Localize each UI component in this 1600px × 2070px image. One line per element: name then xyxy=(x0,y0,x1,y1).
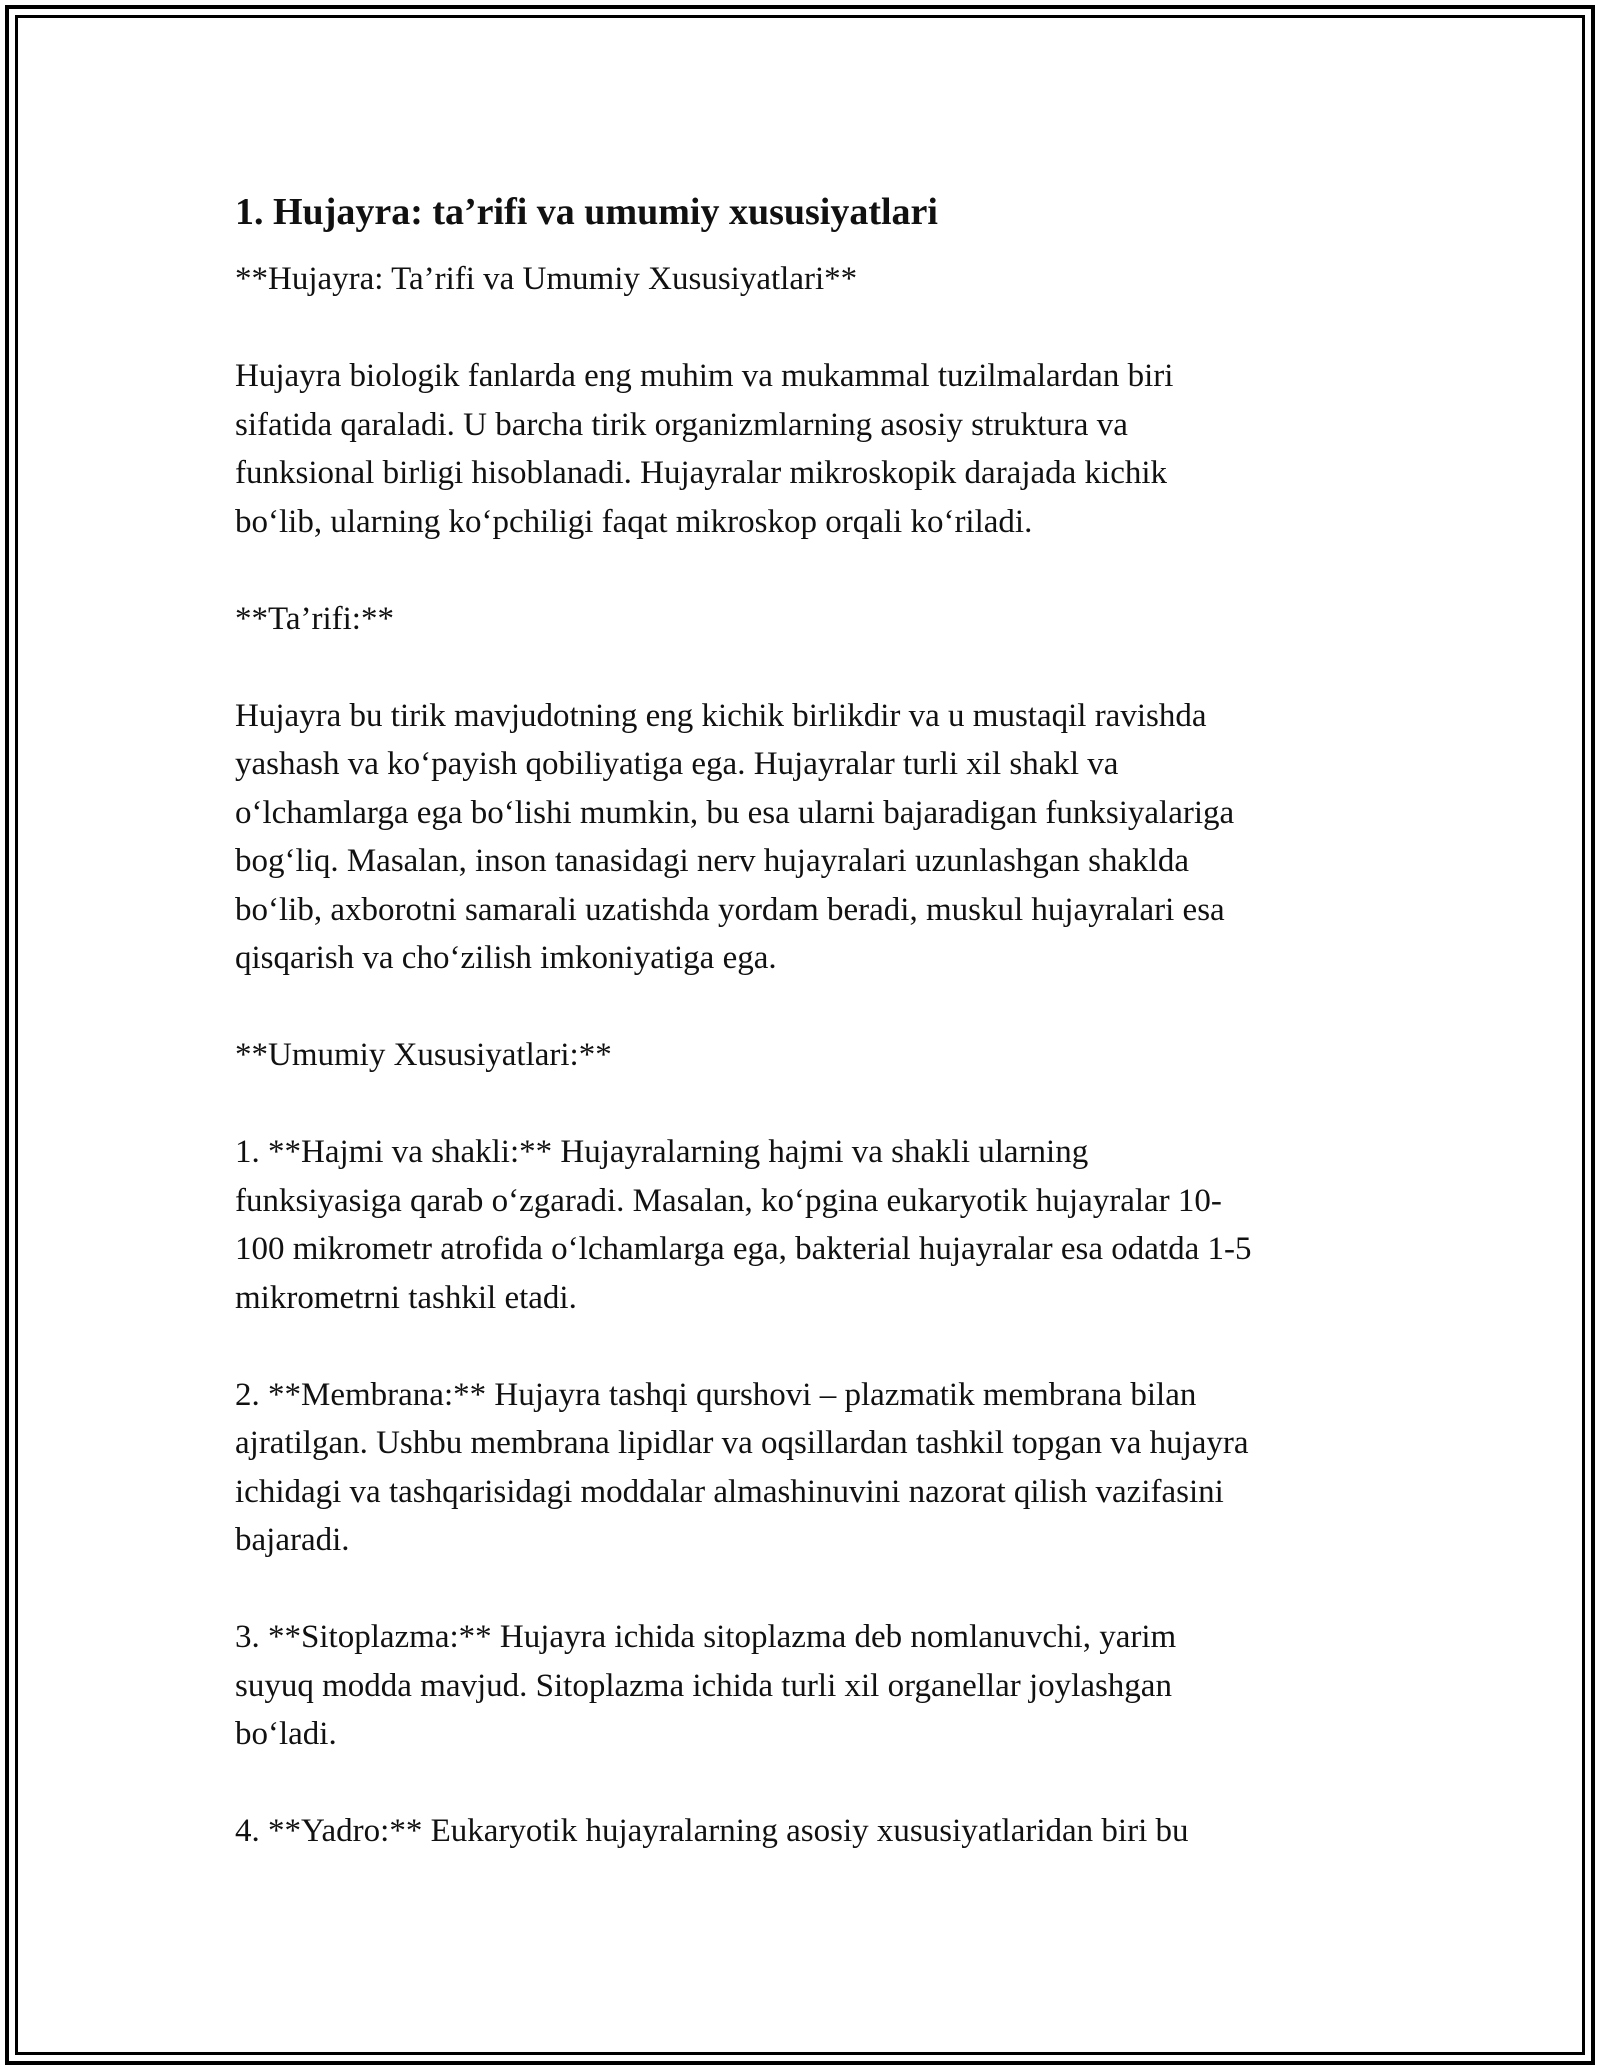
list-item-membrane: 2. **Membrana:** Hujayra tashqi qurshovi – plazmatik membrana bilan ajratilgan. Ushbu membrana lipidlar va oqsillardan tashkil topgan va hujayra ichidagi va tashqarisidagi moddalar almashinuvini nazorat qilish vazifasini bajaradi. xyxy=(235,1376,1249,1558)
subtitle-paragraph: **Hujayra: Ta’rifi va Umumiy Xususiyatlari** xyxy=(235,261,858,297)
intro-paragraph: Hujayra biologik fanlarda eng muhim va mukammal tuzilmalardan biri sifatida qaraladi. U barcha tirik organizmlarning asosiy struktura va funksional birligi hisoblanadi. Hujayralar mikroskopik darajada kichik bo‘lib, ularning ko‘pchiligi faqat mikroskop orqali ko‘riladi. xyxy=(235,358,1174,540)
document-body xyxy=(235,188,1385,1904)
definition-label: **Ta’rifi:** xyxy=(235,600,394,637)
document-heading: 1. Hujayra: ta’rifi va umumiy xususiyatlari xyxy=(235,191,938,233)
list-item-nucleus: 4. **Yadro:** Eukaryotik hujayralarning asosiy xususiyatlaridan biri bu xyxy=(235,1813,1189,1849)
list-item-size-shape: 1. **Hajmi va shakli:** Hujayralarning hajmi va shakli ularning funksiyasiga qarab o‘zgaradi. Masalan, ko‘pgina eukaryotik hujayralar 10- 100 mikrometr atrofida o‘lchamlarga ega, bakterial hujayralar esa odatda 1-5 mikrometrni tashkil etadi. xyxy=(235,1134,1252,1316)
list-item-cytoplasm: 3. **Sitoplazma:** Hujayra ichida sitoplazma deb nomlanuvchi, yarim suyuq modda mavjud. Sitoplazma ichida turli xil organellar joylashgan bo‘ladi. xyxy=(235,1619,1177,1752)
definition-paragraph: Hujayra bu tirik mavjudotning eng kichik birlikdir va u mustaqil ravishda yashash va ko‘payish qobiliyatiga ega. Hujayralar turli xil shakl va o‘lchamlarga ega bo‘lishi mumkin, bu esa ularni bajaradigan funksiyalariga bog‘liq. Masalan, inson tanasidagi nerv hujayralari uzunlashgan shaklda bo‘lib, axborotni samarali uzatishda yordam beradi, muskul hujayralari esa qisqarish va cho‘zilish imkoniyatiga ega. xyxy=(235,697,1235,976)
properties-label: **Umumiy Xususiyatlari:** xyxy=(235,1037,612,1073)
